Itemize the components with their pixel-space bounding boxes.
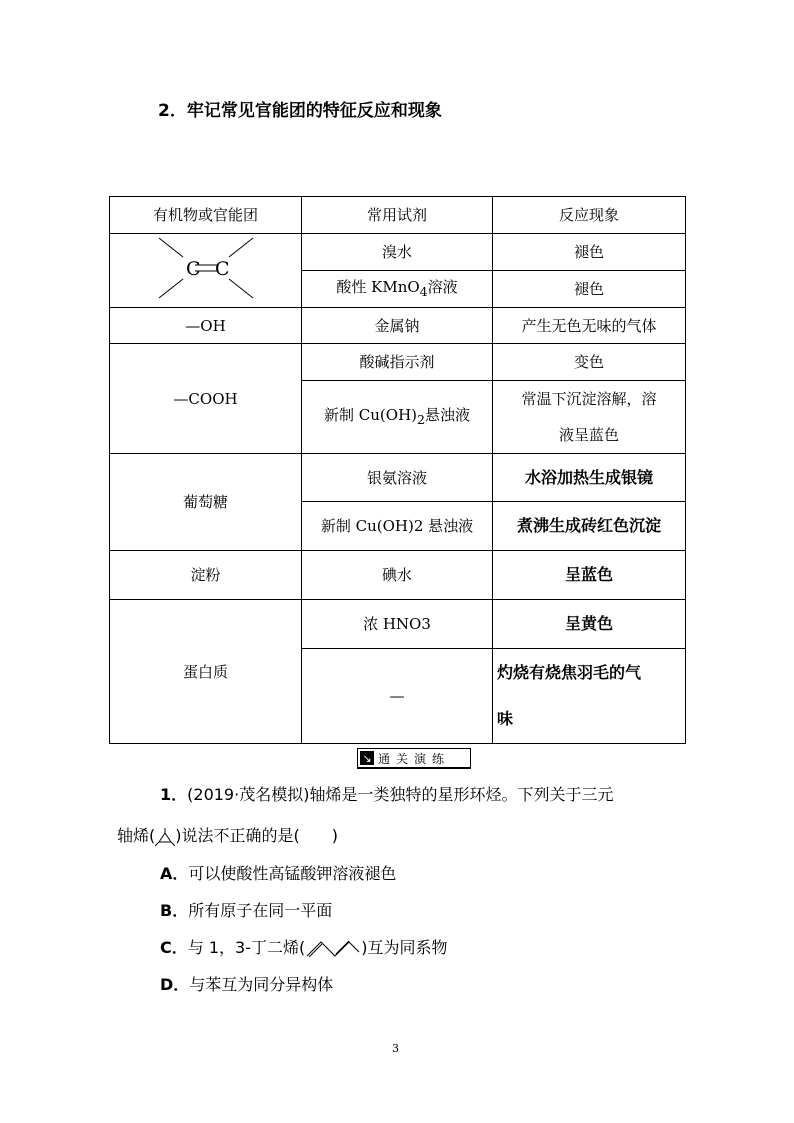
reagent-text: 酸性 KMnO bbox=[336, 277, 420, 296]
reagent-cell: 溴水 bbox=[302, 234, 493, 271]
badge-underline bbox=[357, 768, 471, 769]
header-phenomenon: 反应现象 bbox=[493, 197, 686, 234]
table-row bbox=[110, 344, 686, 381]
question-source: (2019·茂名模拟) bbox=[187, 785, 310, 804]
butadiene-structure-icon bbox=[305, 940, 361, 958]
reagent-subscript: 4 bbox=[419, 283, 428, 299]
practice-badge-label: 通关演练 bbox=[378, 751, 451, 766]
phenomenon-line: 味 bbox=[497, 709, 514, 728]
question-stem-line2 bbox=[117, 823, 338, 847]
group-cell: —OH bbox=[110, 308, 302, 344]
group-cell: 葡萄糖 bbox=[110, 454, 302, 551]
reagent-cell: 浓 HNO3 bbox=[302, 600, 493, 649]
reagent-cell: 金属钠 bbox=[302, 308, 493, 344]
page-number: 3 bbox=[392, 1042, 399, 1055]
table-row bbox=[110, 234, 686, 271]
phenomenon-cell: 变色 bbox=[493, 344, 686, 381]
phenomenon-cell: 产生无色无味的气体 bbox=[493, 308, 686, 344]
option-letter: D． bbox=[160, 975, 190, 994]
table-header-row bbox=[110, 197, 686, 234]
option-text: 所有原子在同一平面 bbox=[188, 901, 333, 920]
header-reagent: 常用试剂 bbox=[302, 197, 493, 234]
phenomenon-cell: 煮沸生成砖红色沉淀 bbox=[493, 502, 686, 551]
phenomenon-cell: 褪色 bbox=[493, 271, 686, 308]
reaction-table bbox=[109, 196, 686, 744]
option-text: 与苯互为同分异构体 bbox=[189, 975, 334, 994]
option-text: )互为同系物 bbox=[361, 938, 448, 957]
group-cell: 蛋白质 bbox=[110, 600, 302, 744]
arrow-down-right-icon: ↘ bbox=[360, 751, 374, 765]
option-d bbox=[160, 972, 333, 995]
option-letter: B． bbox=[160, 901, 189, 920]
phenomenon-cell bbox=[493, 649, 686, 744]
phenomenon-cell: 呈黄色 bbox=[493, 600, 686, 649]
option-text: 与 1，3-丁二烯( bbox=[187, 938, 306, 957]
table-row bbox=[110, 454, 686, 502]
option-letter: A． bbox=[160, 864, 189, 883]
phenomenon-line: 液呈蓝色 bbox=[558, 426, 619, 444]
reagent-cell: 碘水 bbox=[302, 551, 493, 600]
triaxial-alkene-structure-icon bbox=[155, 827, 175, 847]
phenomenon-cell: 褪色 bbox=[493, 234, 686, 271]
option-a bbox=[160, 861, 396, 884]
question-stem-text: 轴烯是一类独特的星形环烃。下列关于三元 bbox=[309, 785, 614, 804]
reagent-cell: 酸碱指示剂 bbox=[302, 344, 493, 381]
header-group: 有机物或官能团 bbox=[110, 197, 302, 234]
alkene-structure-cell bbox=[110, 234, 302, 308]
table-row bbox=[110, 551, 686, 600]
section-title: 2．牢记常见官能团的特征反应和现象 bbox=[158, 101, 442, 121]
practice-badge bbox=[357, 748, 471, 768]
reagent-text: 新制 Cu(OH) bbox=[324, 405, 418, 424]
option-text: 可以使酸性高锰酸钾溶液褪色 bbox=[188, 864, 397, 883]
question-stem-text: )说法不正确的是( ) bbox=[175, 826, 338, 845]
reagent-cell: 银氨溶液 bbox=[302, 454, 493, 502]
reagent-subscript: 2 bbox=[417, 411, 425, 427]
group-cell: 淀粉 bbox=[110, 551, 302, 600]
alkene-carbon-right: C bbox=[214, 257, 230, 280]
phenomenon-cell bbox=[493, 381, 686, 454]
phenomenon-cell: 水浴加热生成银镜 bbox=[493, 454, 686, 502]
reagent-cell bbox=[302, 271, 493, 308]
reagent-text: 溶液 bbox=[427, 277, 458, 296]
reagent-cell: — bbox=[302, 649, 493, 744]
phenomenon-line: 灼烧有烧焦羽毛的气 bbox=[497, 663, 642, 682]
alkene-carbon-left: C bbox=[185, 257, 201, 280]
question-number: 1． bbox=[160, 785, 188, 804]
phenomenon-line: 常温下沉淀溶解，溶 bbox=[521, 390, 657, 408]
alkene-double-bond-structure bbox=[151, 235, 261, 301]
table-row bbox=[110, 308, 686, 344]
group-cell: —COOH bbox=[110, 344, 302, 454]
reagent-text: 悬浊液 bbox=[424, 405, 470, 424]
phenomenon-cell: 呈蓝色 bbox=[493, 551, 686, 600]
option-b bbox=[160, 898, 332, 921]
reagent-cell bbox=[302, 381, 493, 454]
question-stem-line1 bbox=[160, 782, 613, 805]
option-letter: C． bbox=[160, 938, 188, 957]
question-stem-text: 轴烯( bbox=[117, 826, 156, 845]
option-c bbox=[160, 935, 447, 958]
reagent-cell: 新制 Cu(OH)2 悬浊液 bbox=[302, 502, 493, 551]
table-row bbox=[110, 600, 686, 649]
